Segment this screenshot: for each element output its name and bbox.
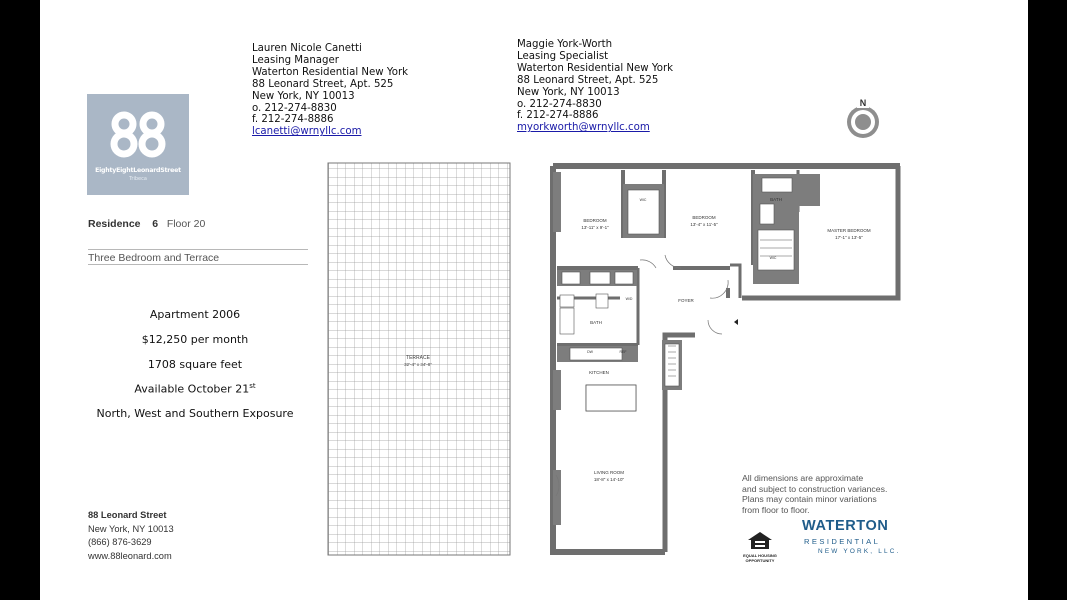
contact-card-canetti <box>252 43 408 138</box>
contact-phone: o. 212-274-8830 <box>252 102 337 114</box>
contact-title: Leasing Manager <box>252 54 339 66</box>
contact-city: New York, NY 10013 <box>517 86 620 98</box>
disclaimer-line: and subject to construction variances. <box>742 483 888 494</box>
living-room-label: LIVING ROOM <box>593 470 625 475</box>
divider <box>88 264 308 265</box>
contact-email-link[interactable]: myorkworth@wrnyllc.com <box>517 122 650 134</box>
monthly-price: $12,250 per month <box>141 333 249 346</box>
kitchen-label: KITCHEN <box>589 370 609 375</box>
bedroom2-dims: 13'-4" x 11'-5" <box>690 222 718 227</box>
terrace-label: TERRACE <box>406 355 430 361</box>
residence-number: 6 <box>152 218 159 230</box>
foyer-label: FOYER <box>678 298 694 303</box>
building-address <box>88 509 174 563</box>
north-compass-icon <box>838 96 888 146</box>
floorplan-sheet <box>40 0 1028 600</box>
dw-label: DW <box>587 350 593 354</box>
contact-title: Leasing Specialist <box>517 50 609 62</box>
kitchen-island <box>586 385 636 411</box>
residence-type: Three Bedroom and Terrace <box>88 252 220 264</box>
bath1-label: BATH <box>590 320 602 325</box>
logo-area: Tribeca <box>129 176 147 182</box>
address-web: www.88leonard.com <box>88 550 172 561</box>
apartment-number: Apartment 2006 <box>149 308 241 321</box>
contact-email-link[interactable]: lcanetti@wrnyllc.com <box>252 126 362 138</box>
wd-label: W/D <box>625 297 633 301</box>
bedroom1-dims: 13'-11" x 9'-1" <box>581 225 609 230</box>
waterton-logo-line2: RESIDENTIAL <box>804 537 881 546</box>
building-logo <box>87 94 189 195</box>
master-bedroom-label: MASTER BEDROOM <box>827 228 871 233</box>
contact-card-yorkworth <box>517 39 673 134</box>
master-bedroom-dims: 17'-1" x 13'-5" <box>835 235 863 240</box>
door-swings <box>556 255 728 496</box>
contact-fax: f. 212-274-8886 <box>517 110 599 122</box>
contact-company: Waterton Residential New York <box>517 62 674 74</box>
compass-label: N <box>859 98 867 108</box>
divider <box>88 249 308 250</box>
contact-city: New York, NY 10013 <box>252 90 355 102</box>
bath2-label: BATH <box>770 197 782 202</box>
contact-fax: f. 212-274-8886 <box>252 114 334 126</box>
address-phone: (866) 876-3629 <box>88 537 152 547</box>
residence-label: Residence <box>88 218 141 230</box>
disclaimer <box>742 473 887 515</box>
living-room-dims: 18'-8" x 14'-10" <box>593 477 625 482</box>
ref-label: REF <box>619 350 627 354</box>
address-city: New York, NY 10013 <box>88 523 174 534</box>
residence-line <box>88 218 205 230</box>
square-footage: 1708 square feet <box>147 358 243 371</box>
residence-floor: Floor 20 <box>166 218 206 230</box>
terrace-dims: 32'-4" x 34'-8" <box>404 362 432 367</box>
disclaimer-line: All dimensions are approximate <box>742 473 864 483</box>
room-labels <box>581 197 871 482</box>
equal-housing-house-icon <box>745 530 775 550</box>
wic2-label: WIC <box>769 256 777 260</box>
disclaimer-line: Plans may contain minor variations <box>742 494 877 504</box>
contact-address: 88 Leonard Street, Apt. 525 <box>252 78 394 90</box>
contact-name: Maggie York-Worth <box>517 39 613 50</box>
equal-housing-logo <box>742 530 778 563</box>
eighty-eight-logo-mark <box>87 94 189 166</box>
contact-company: Waterton Residential New York <box>252 66 409 78</box>
contact-name: Lauren Nicole Canetti <box>252 43 362 54</box>
disclaimer-line: from floor to floor. <box>742 504 810 515</box>
entry-arrow-icon <box>734 319 738 325</box>
exposure: North, West and Southern Exposure <box>96 407 294 420</box>
availability: Available October 21st <box>134 382 256 396</box>
logo-name: EightyEightLeonardStreet <box>95 167 181 174</box>
bedroom2-label: BEDROOM <box>692 215 716 220</box>
equal-housing-line1: EQUAL HOUSING <box>743 553 777 558</box>
address-name: 88 Leonard Street <box>88 510 167 520</box>
equal-housing-line2: OPPORTUNITY <box>745 557 775 563</box>
bedroom1-label: BEDROOM <box>583 218 607 223</box>
wic1-label: WIC <box>639 198 647 202</box>
waterton-logo-line3: NEW YORK, LLC. <box>818 548 901 555</box>
waterton-logo-name: WATERTON <box>802 518 889 534</box>
terrace <box>328 163 510 555</box>
contact-address: 88 Leonard Street, Apt. 525 <box>517 74 659 86</box>
contact-phone: o. 212-274-8830 <box>517 98 602 110</box>
